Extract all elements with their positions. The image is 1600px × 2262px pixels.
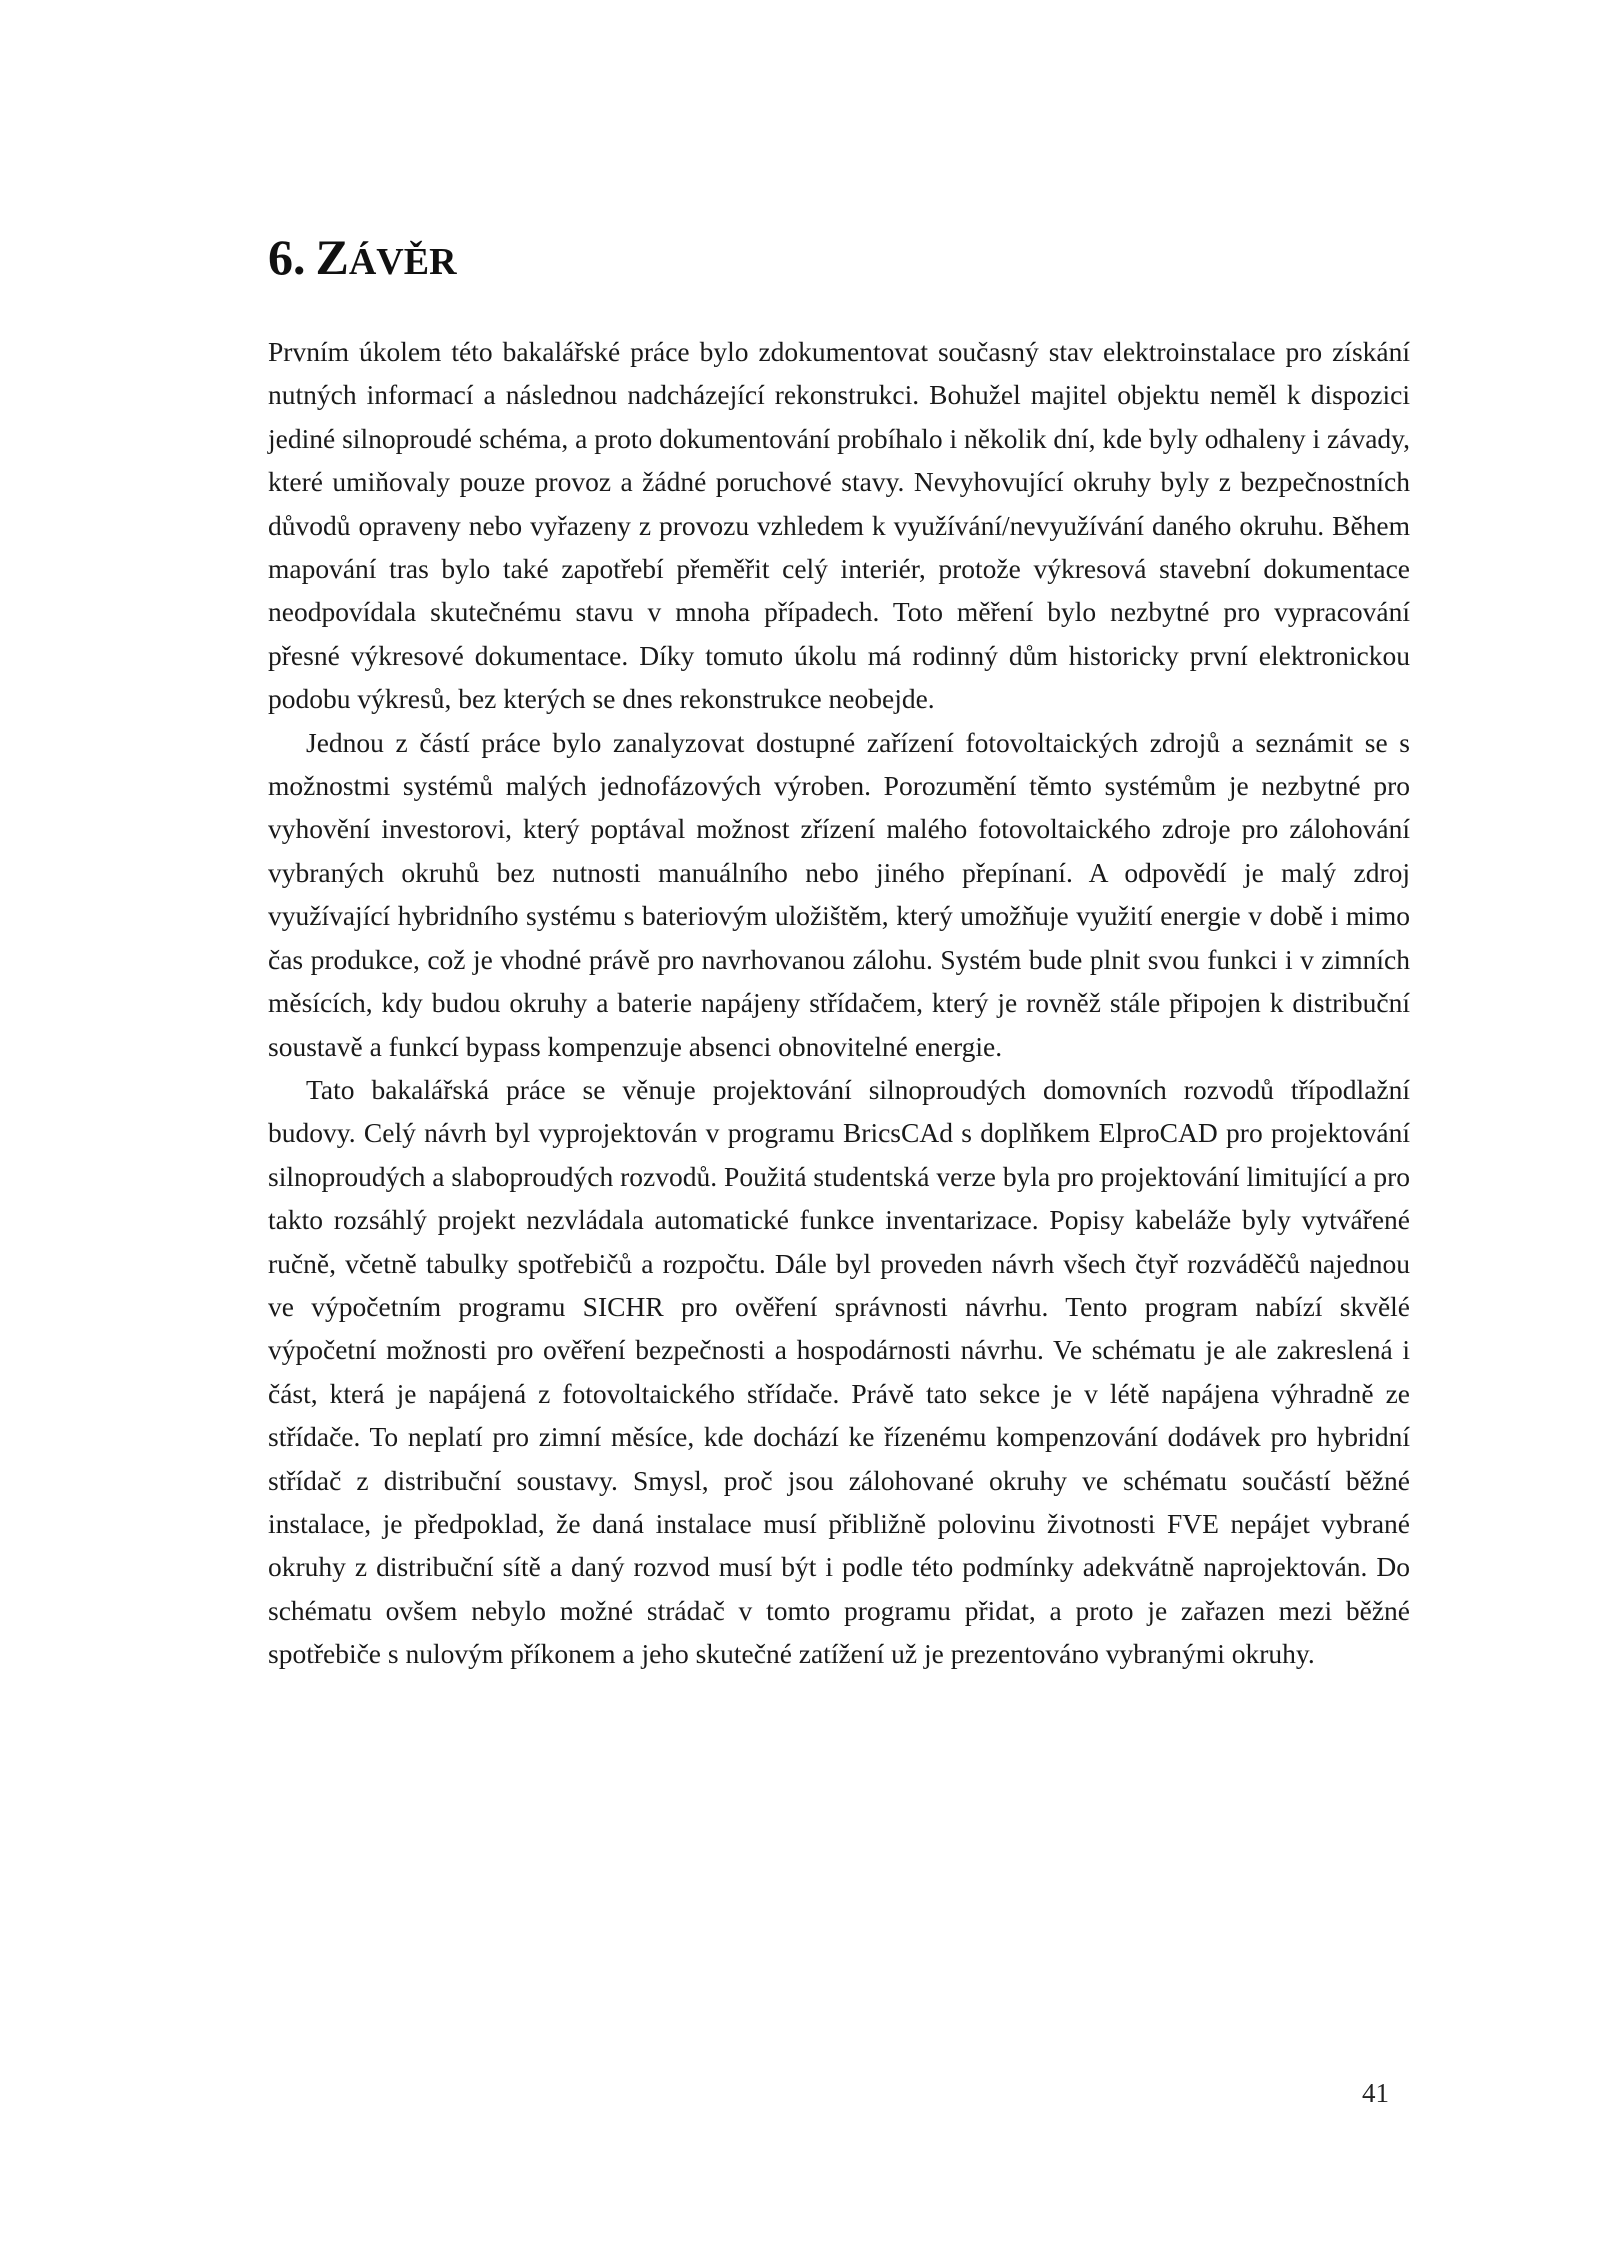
paragraph-3: Tato bakalářská práce se věnuje projektování silnoproudých domovních rozvodů třípodlažní budovy. Celý návrh byl vyprojektován v programu BricsCAd s doplňkem ElproCAD pro projektování silnoproudých a slaboproudých rozvodů. Použitá studentská verze byla pro projektování limitující a pro takto rozsáhlý projekt nezvládala automatické funkce inventarizace. Popisy kabeláže byly vytvářené ručně, včetně tabulky spotřebičů a rozpočtu. Dále byl proveden návrh všech čtyř rozváděčů najednou ve výpočetním programu SICHR pro ověření správnosti návrhu. Tento program nabízí skvělé výpočetní možnosti pro ověření bezpečnosti a hospodárnosti návrhu. Ve schématu je ale zakreslená i část, která je napájená z fotovoltaického střídače. Právě tato sekce je v létě napájena výhradně ze střídače. To neplatí pro zimní měsíce, kde dochází ke řízenému kompenzování dodávek pro hybridní střídač z distribuční soustavy. Smysl, proč jsou zálohované okruhy ve schématu součástí běžné instalace, je předpoklad, že daná instalace musí přibližně polovinu životnosti FVE nepájet vybrané okruhy z distribuční sítě a daný rozvod musí být i podle této podmínky adekvátně naprojektován. Do schématu ovšem nebylo možné strádač v tomto programu přidat, a proto je zařazen mezi běžné spotřebiče s nulovým příkonem a jeho skutečné zatížení už je prezentováno vybranými okruhy. bbox=[268, 1073, 1410, 1670]
chapter-heading bbox=[268, 228, 457, 286]
chapter-title-rest: ÁVĚR bbox=[348, 241, 457, 283]
page-number: 41 bbox=[1362, 2078, 1389, 2108]
paragraph-1: Prvním úkolem této bakalářské práce bylo zdokumentovat současný stav elektroinstalace pro získání nutných informací a následnou nadcházející rekonstrukci. Bohužel majitel objektu neměl k dispozici jediné silnoproudé schéma, a proto dokumentování probíhalo i několik dní, kde byly odhaleny i závady, které umiňovaly pouze provoz a žádné poruchové stavy. Nevyhovující okruhy byly z bezpečnostních důvodů opraveny nebo vyřazeny z provozu vzhledem k využívání/nevyužívání daného okruhu. Během mapování tras bylo také zapotřebí přeměřit celý interiér, protože výkresová stavební dokumentace neodpovídala skutečnému stavu v mnoha případech. Toto měření bylo nezbytné pro vypracování přesné výkresové dokumentace. Díky tomuto úkolu má rodinný dům historicky první elektronickou podobu výkresů, bez kterých se dnes rekonstrukce neobejde. bbox=[268, 336, 1410, 715]
chapter-number: 6. bbox=[268, 229, 306, 285]
paragraph-2: Jednou z částí práce bylo zanalyzovat dostupné zařízení fotovoltaických zdrojů a seznámit se s možnostmi systémů malých jednofázových výroben. Porozumění těmto systémům je nezbytné pro vyhovění investorovi, který poptával možnost zřízení malého fotovoltaického zdroje pro zálohování vybraných okruhů bez nutnosti manuálního nebo jiného přepínaní. A odpovědí je malý zdroj využívající hybridního systému s bateriovým uložištěm, který umožňuje využití energie v době i mimo čas produkce, což je vhodné právě pro navrhovanou zálohu. Systém bude plnit svou funkci i v zimních měsících, kdy budou okruhy a baterie napájeny střídačem, který je rovněž stále připojen k distribuční soustavě a funkcí bypass kompenzuje absenci obnovitelné energie. bbox=[268, 726, 1410, 1062]
chapter-title-initial: Z bbox=[315, 229, 349, 285]
chapter-body bbox=[268, 330, 1410, 1676]
